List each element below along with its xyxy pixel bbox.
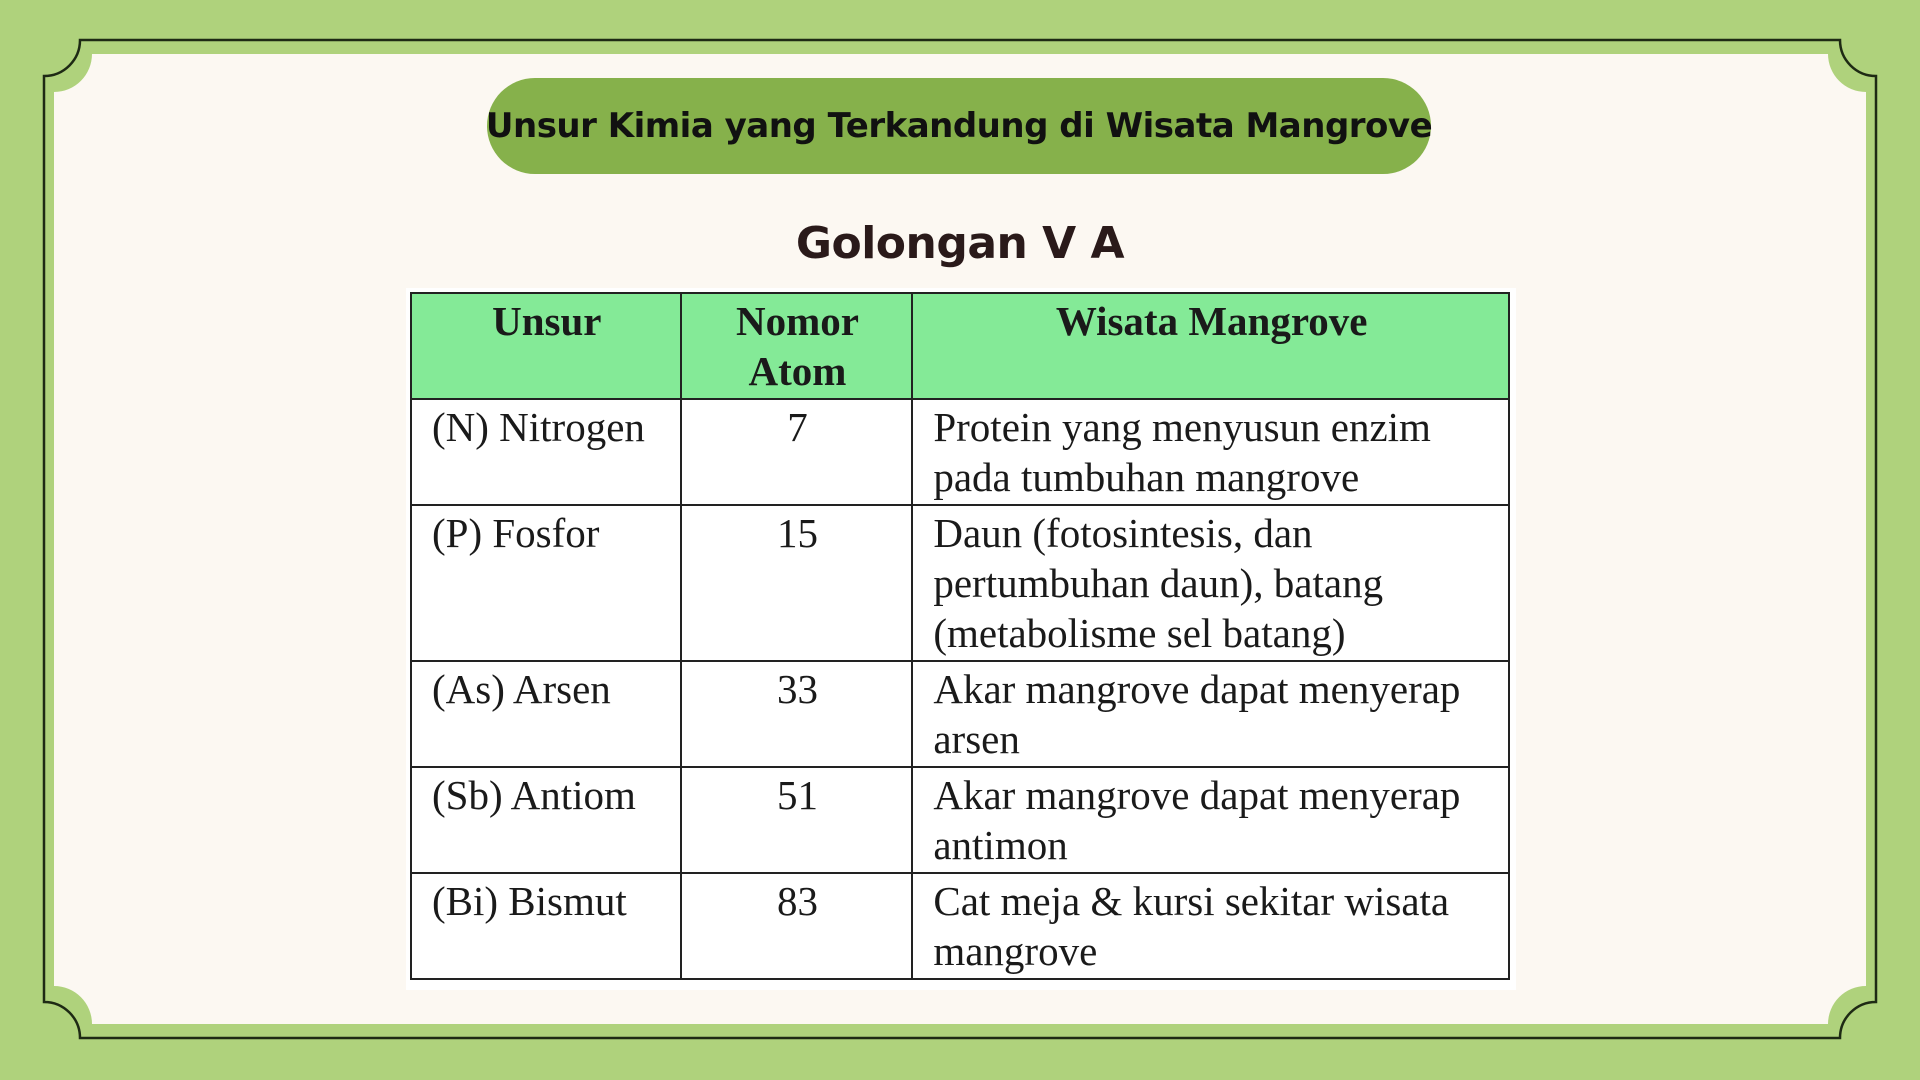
cell-nomor-atom: 15 [681,505,913,661]
table-row [411,505,1509,661]
cell-wisata: Protein yang menyusun enzim pada tumbuhan mangrove [912,399,1509,505]
title-banner [487,78,1431,174]
cell-wisata: Akar mangrove dapat menyerap arsen [912,661,1509,767]
header-nomor-atom: Nomor Atom [681,293,913,399]
table-header-row [411,293,1509,399]
header-unsur: Unsur [411,293,681,399]
table-row [411,399,1509,505]
elements-table-container [406,288,1516,990]
cell-unsur: (Bi) Bismut [411,873,681,979]
cell-nomor-atom: 83 [681,873,913,979]
cell-unsur: (Sb) Antiom [411,767,681,873]
table-row [411,873,1509,979]
section-subtitle: Golongan V A [795,218,1125,269]
cell-wisata: Daun (fotosintesis, dan pertumbuhan daun), batang (metabolisme sel batang) [912,505,1509,661]
cell-wisata: Akar mangrove dapat menyerap antimon [912,767,1509,873]
table-row [411,661,1509,767]
cell-unsur: (P) Fosfor [411,505,681,661]
cell-nomor-atom: 7 [681,399,913,505]
elements-table [410,292,1510,980]
table-row [411,767,1509,873]
cell-nomor-atom: 51 [681,767,913,873]
cell-nomor-atom: 33 [681,661,913,767]
cell-wisata: Cat meja & kursi sekitar wisata mangrove [912,873,1509,979]
cell-unsur: (As) Arsen [411,661,681,767]
page-title: Unsur Kimia yang Terkandung di Wisata Mangrove [485,106,1433,146]
header-wisata-mangrove: Wisata Mangrove [912,293,1509,399]
cell-unsur: (N) Nitrogen [411,399,681,505]
